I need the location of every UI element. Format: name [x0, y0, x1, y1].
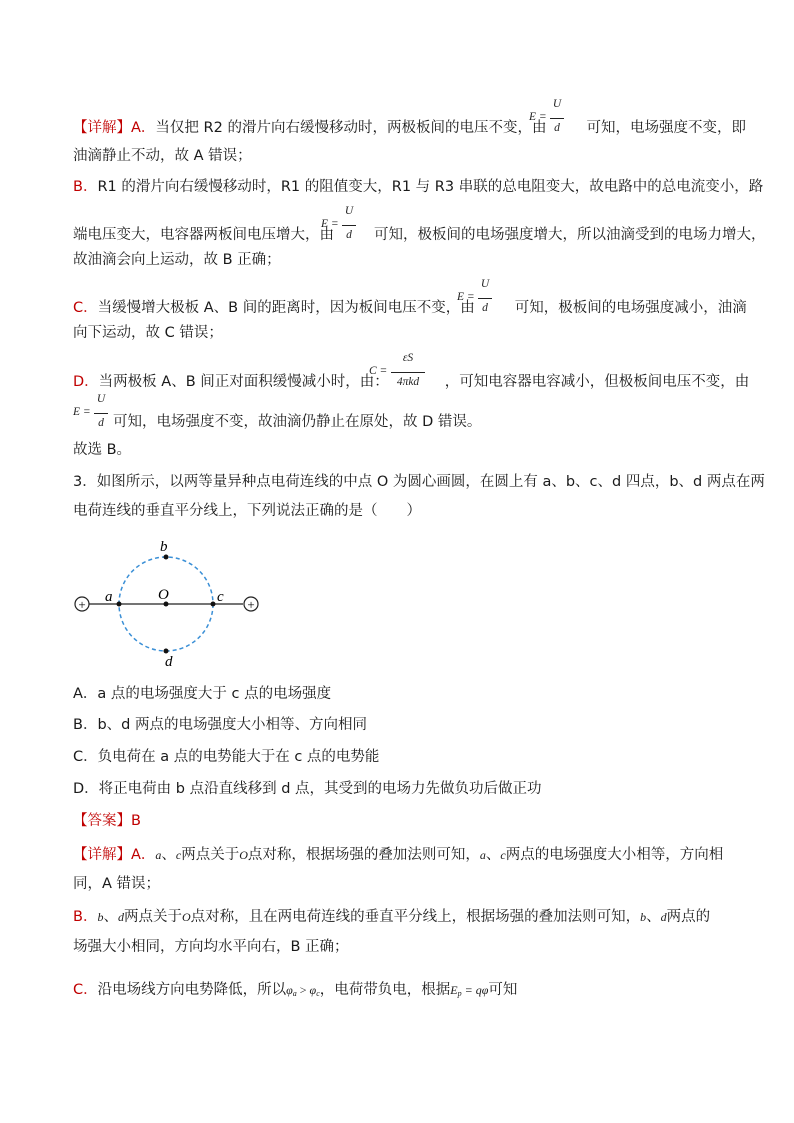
text: 两点的	[666, 909, 711, 925]
text: 、	[485, 847, 501, 863]
text: 、	[646, 909, 661, 925]
right-charge-sign: +	[247, 597, 255, 612]
var-d: d	[660, 910, 667, 924]
explanation-a-line2: 油滴静止不动，故 A 错误；	[73, 148, 252, 164]
option-a-marker: A．	[131, 847, 156, 863]
explanation-a-line1	[73, 118, 746, 138]
label-o: O	[158, 587, 169, 603]
question3-line1: 3．如图所示，以两等量异种点电荷连线的中点 O 为圆心画圆，在圆上有 a、b、c、d 四点，b、d 两点在两	[73, 474, 765, 490]
text: 可知，极板间的电场强度减小，油滴	[514, 300, 747, 316]
explanation-label: 【详解】	[73, 120, 131, 136]
option-a-marker: A．	[131, 120, 156, 136]
ep: E	[450, 983, 458, 997]
fraction-bar	[391, 372, 425, 373]
var-a: a	[155, 848, 162, 862]
formula-numerator: U	[480, 278, 490, 290]
text: R1 的滑片向右缓慢移动时，R1 的阻值变大，R1 与 R3 串联的总电阻变大，故电路中的总电流变小，路	[97, 179, 764, 195]
text: 可知，极板间的电场强度增大，所以油滴受到的电场力增大，	[374, 227, 766, 243]
formula-numerator: εS	[402, 352, 414, 364]
fraction-bar	[94, 413, 108, 414]
text: ，电荷带负电，根据	[319, 982, 451, 998]
q3-explanation-b-line2: 场强大小相同，方向均水平向右，B 正确；	[73, 939, 349, 955]
charge-circle-diagram	[70, 535, 270, 670]
formula-numerator: U	[96, 393, 106, 405]
text: 当缓慢增大极板 A、B 间的距离时，因为板间电压不变，由	[97, 300, 475, 316]
option-d-marker: D．	[73, 374, 99, 390]
label-a: a	[105, 589, 113, 605]
point-c	[211, 602, 216, 607]
option-b-marker: B．	[73, 179, 98, 195]
text: 两点关于	[123, 909, 182, 925]
option-c: C．负电荷在 a 点的电势能大于在 c 点的电势能	[73, 749, 380, 765]
subscript: p	[457, 989, 462, 998]
subscript: a	[292, 989, 297, 998]
var-c: c	[175, 848, 182, 862]
option-d: D．将正电荷由 b 点沿直线移到 d 点，其受到的电场力先做负功后做正功	[73, 781, 542, 797]
formula-numerator: U	[344, 205, 354, 217]
var-o: O	[239, 848, 248, 862]
formula-lhs: E =	[73, 406, 91, 418]
explanation-label: 【详解】	[73, 847, 131, 863]
formula-e-u-d	[73, 393, 111, 433]
q3-explanation-b-line1	[73, 907, 710, 927]
var-b: b	[640, 910, 647, 924]
text: 、	[103, 909, 118, 925]
explanation-b-line1	[73, 177, 763, 197]
text: 两点关于	[181, 847, 240, 863]
text: 端电压变大，电容器两板间电压增大，由	[73, 227, 334, 243]
q3-explanation-c-line1	[73, 980, 517, 1004]
text: ，可知电容器电容减小，但极板间电压不变，由	[444, 374, 750, 390]
fraction-bar	[550, 118, 564, 119]
explanation-d-line2: 可知，电场强度不变，故油滴仍静止在原处，故 D 错误。	[113, 414, 482, 430]
formula-lhs: E =	[321, 218, 339, 230]
text: 两点的电场强度大小相等，方向相	[505, 847, 724, 863]
var-a: a	[479, 848, 486, 862]
explanation-c-line1	[73, 298, 747, 318]
formula-numerator: U	[552, 98, 562, 110]
answer-value: B	[131, 813, 141, 829]
label-b: b	[160, 539, 168, 555]
option-b: B．b、d 两点的电场强度大小相等、方向相同	[73, 717, 367, 733]
formula-denominator: d	[346, 229, 352, 241]
text: 当两极板 A、B 间正对面积缓慢减小时，由：	[98, 374, 389, 390]
formula-e-u-d	[529, 98, 567, 138]
var-c: c	[500, 848, 506, 862]
explanation-b-line2	[73, 225, 766, 245]
fraction-bar	[478, 298, 492, 299]
text: 当仅把 R2 的滑片向右缓慢移动时，两极板间的电压不变，由	[155, 120, 547, 136]
option-a: A．a 点的电场强度大于 c 点的电场强度	[73, 686, 332, 702]
formula-denominator: d	[98, 417, 104, 429]
q3-explanation-a-line2: 同，A 错误；	[73, 876, 161, 892]
point-b	[164, 555, 169, 560]
label-d: d	[165, 654, 173, 670]
option-c-marker: C．	[73, 982, 98, 998]
explanation-b-line3: 故油滴会向上运动，故 B 正确；	[73, 252, 281, 268]
formula-e-u-d	[457, 278, 495, 318]
explanation-c-line2: 向下运动，故 C 错误；	[73, 325, 223, 341]
formula-denominator: d	[482, 302, 488, 314]
text: 点对称，根据场强的叠加法则可知，	[247, 847, 480, 863]
left-charge-sign: +	[78, 597, 86, 612]
potential-energy-formula	[450, 983, 488, 997]
var-o: O	[181, 910, 191, 924]
option-c-marker: C．	[73, 300, 98, 316]
formula-e-u-d	[321, 205, 359, 245]
var-d: d	[117, 910, 124, 924]
point-d	[164, 649, 169, 654]
text: 可知，电场强度不变，即	[586, 120, 746, 136]
point-a	[117, 602, 122, 607]
q3-explanation-a-line1	[73, 845, 723, 865]
option-b-marker: B．	[73, 909, 98, 925]
formula-denominator: 4πkd	[396, 376, 420, 388]
subscript: c	[316, 989, 320, 998]
var-b: b	[97, 910, 104, 924]
formula-lhs: E =	[529, 111, 547, 123]
phi-inequality	[286, 983, 320, 997]
formula-lhs: E =	[457, 291, 475, 303]
text: 、	[161, 847, 176, 863]
question3-line2: 电荷连线的垂直平分线上，下列说法正确的是（ ）	[73, 503, 421, 519]
phi: φ	[309, 983, 317, 997]
phi: φ	[286, 983, 293, 997]
answer-label: 【答案】	[73, 813, 131, 829]
fraction-bar	[342, 225, 356, 226]
text: 可知	[488, 982, 518, 998]
text: 沿电场线方向电势降低，所以	[97, 982, 287, 998]
formula-denominator: d	[554, 122, 560, 134]
label-c: c	[217, 589, 224, 605]
choice-line: 故选 B。	[73, 442, 132, 458]
formula-rhs: = qφ	[461, 983, 489, 997]
answer-line	[73, 811, 141, 831]
formula-lhs: C =	[369, 365, 388, 377]
formula-capacitance	[369, 352, 427, 392]
text: 点对称，且在两电荷连线的垂直平分线上，根据场强的叠加法则可知，	[190, 909, 641, 925]
operator: >	[296, 983, 310, 997]
